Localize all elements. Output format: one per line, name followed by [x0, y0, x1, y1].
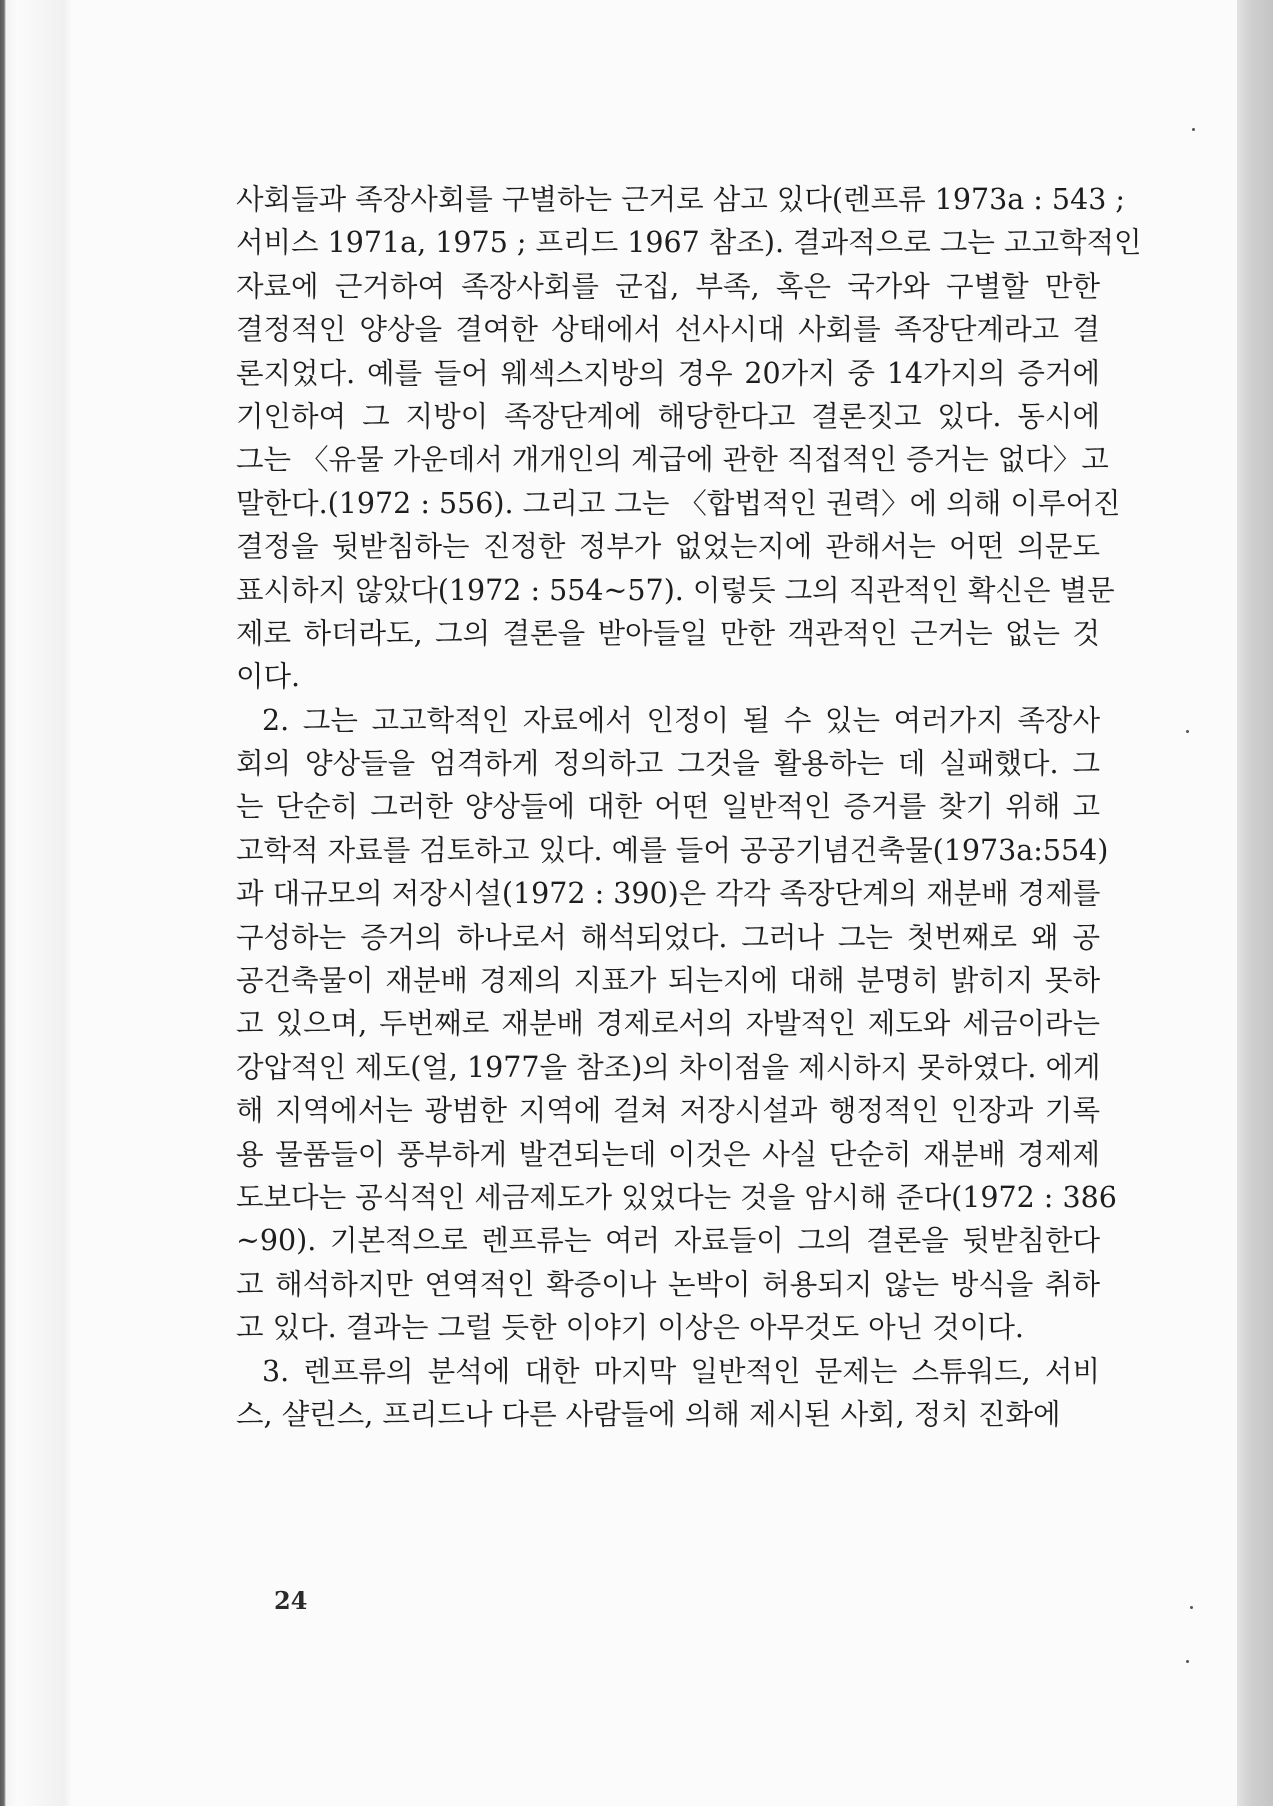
text-line: 표시하지 않았다(1972 : 554~57). 이렇듯 그의 직관적인 확신은 별문 [236, 573, 1115, 607]
text-line: 해 지역에서는 광범한 지역에 걸쳐 저장시설과 행정적인 인장과 기록 [236, 1094, 1100, 1128]
page-number: 24 [274, 1586, 308, 1615]
text-line: 이다. [236, 660, 301, 694]
text-line: ~90). 기본적으로 렌프류는 여러 자료들이 그의 결론을 뒷받침한다 [236, 1224, 1100, 1258]
text-line: 서비스 1971a, 1975 ; 프리드 1967 참조). 결과적으로 그는 고고학적인 [236, 226, 1142, 260]
text-line: 3. 렌프류의 분석에 대한 마지막 일반적인 문제는 스튜워드, 서비 [262, 1354, 1100, 1388]
text-line: 구성하는 증거의 하나로서 해석되었다. 그러나 그는 첫번째로 왜 공 [236, 920, 1100, 954]
scan-speck [1192, 128, 1195, 131]
text-line: 스, 샬린스, 프리드나 다른 사람들에 의해 제시된 사회, 정치 진화에 [236, 1397, 1061, 1431]
body-text [236, 178, 1142, 1436]
text-line: 과 대규모의 저장시설(1972 : 390)은 각각 족장단계의 재분배 경제를 [236, 877, 1101, 911]
text-line: 는 단순히 그러한 양상들에 대한 어떤 일반적인 증거를 찾기 위해 고 [236, 790, 1100, 824]
text-line: 말한다.(1972 : 556). 그리고 그는 〈합법적인 권력〉에 의해 이루어진 [236, 486, 1121, 520]
text-line: 고학적 자료를 검토하고 있다. 예를 들어 공공기념건축물(1973a:554) [236, 833, 1109, 867]
text-line: 기인하여 그 지방이 족장단계에 해당한다고 결론짓고 있다. 동시에 [236, 399, 1100, 433]
text-line: 고 있으며, 두번째로 재분배 경제로서의 자발적인 제도와 세금이라는 [236, 1007, 1100, 1041]
text-line: 그는 〈유물 가운데서 개개인의 계급에 관한 직접적인 증거는 없다〉고 [236, 443, 1109, 477]
text-line: 결정적인 양상을 결여한 상태에서 선사시대 사회를 족장단계라고 결 [236, 313, 1100, 347]
text-line: 사회들과 족장사회를 구별하는 근거로 삼고 있다(렌프류 1973a : 543 ; [236, 183, 1125, 216]
scan-speck [1186, 730, 1189, 733]
text-line: 용 물품들이 풍부하게 발견되는데 이것은 사실 단순히 재분배 경제제 [236, 1137, 1100, 1171]
text-line: 2. 그는 고고학적인 자료에서 인정이 될 수 있는 여러가지 족장사 [262, 703, 1100, 737]
text-line: 회의 양상들을 엄격하게 정의하고 그것을 활용하는 데 실패했다. 그 [236, 747, 1100, 781]
page-right-margin [1237, 0, 1273, 1806]
text-line: 제로 하더라도, 그의 결론을 받아들일 만한 객관적인 근거는 없는 것 [236, 616, 1100, 650]
text-line: 공건축물이 재분배 경제의 지표가 되는지에 대해 분명히 밝히지 못하 [236, 964, 1100, 998]
text-line: 도보다는 공식적인 세금제도가 있었다는 것을 암시해 준다(1972 : 386 [236, 1180, 1117, 1214]
book-spine-edge [0, 0, 72, 1806]
text-line: 결정을 뒷받침하는 진정한 정부가 없었는지에 관해서는 어떤 의문도 [236, 530, 1100, 564]
text-line: 자료에 근거하여 족장사회를 군집, 부족, 혹은 국가와 구별할 만한 [236, 269, 1100, 303]
scan-speck [1186, 1660, 1189, 1663]
text-line: 고 있다. 결과는 그럴 듯한 이야기 이상은 아무것도 아닌 것이다. [236, 1311, 1024, 1345]
text-line: 론지었다. 예를 들어 웨섹스지방의 경우 20가지 중 14가지의 증거에 [236, 356, 1100, 390]
scan-speck [1190, 1606, 1193, 1609]
text-line: 강압적인 제도(얼, 1977을 참조)의 차이점을 제시하지 못하였다. 에게 [236, 1050, 1101, 1084]
text-line: 고 해석하지만 연역적인 확증이나 논박이 허용되지 않는 방식을 취하 [236, 1267, 1100, 1301]
